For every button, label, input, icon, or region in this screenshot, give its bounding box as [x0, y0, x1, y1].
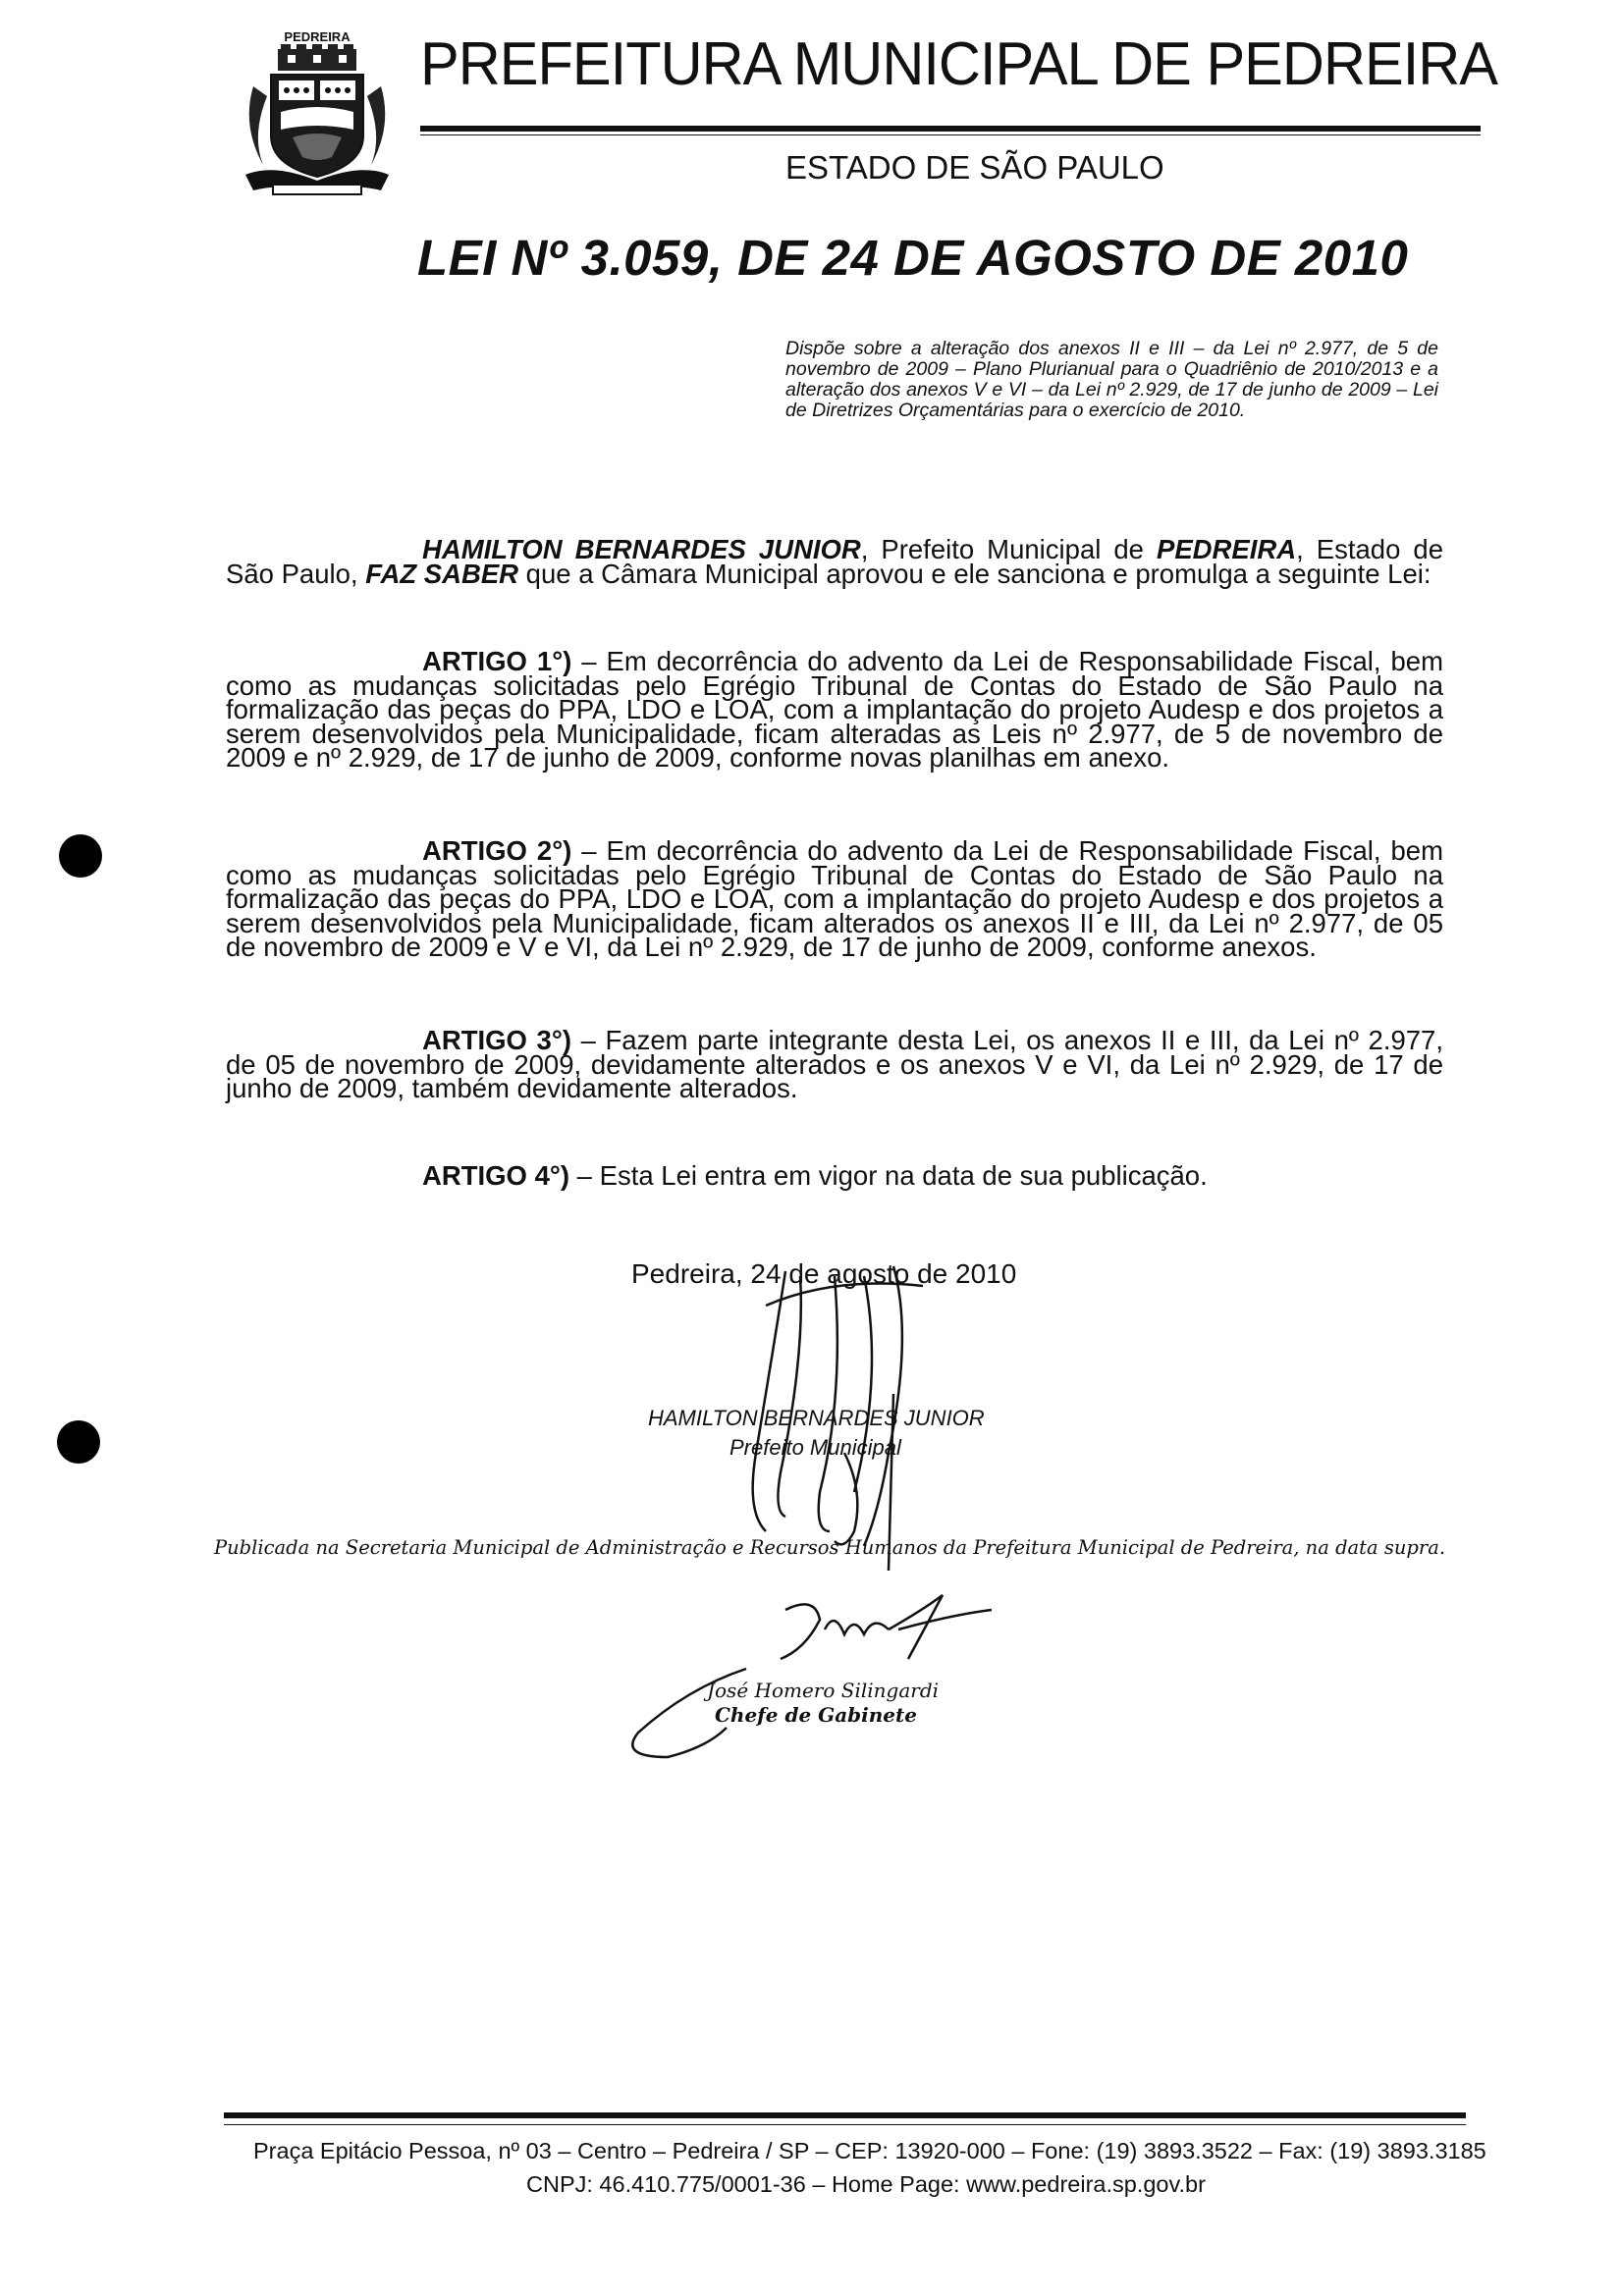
ementa: Dispõe sobre a alteração dos anexos II e III – da Lei nº 2.977, de 5 de novembro de 2009 – Plano Plurianual para o Quadriênio de 2010/2013 e a alteração dos anexos V e VI – da Lei nº 2.929, de 17 de junho de 2009 – Lei de Diretrizes Orçamentárias para o exercício de 2010.: [785, 338, 1438, 421]
publication-note: Publicada na Secretaria Municipal de Administração e Recursos Humanos da Prefeitura Municipal de Pedreira, na data supra.: [214, 1536, 1446, 1559]
date-line: Pedreira, 24 de agosto de 2010: [631, 1258, 1017, 1289]
punch-hole: [57, 1420, 100, 1464]
faz-saber: FAZ SABER: [365, 558, 519, 589]
article-4-text: – Esta Lei entra em vigor na data de sua publicação.: [569, 1160, 1208, 1191]
state-subtitle: ESTADO DE SÃO PAULO: [785, 149, 1164, 186]
header-rule-thin: [420, 134, 1481, 135]
header-rule-thick: [420, 126, 1481, 132]
chief-signature-scrawl: [632, 1595, 992, 1757]
article-2: [226, 835, 1443, 962]
article-4: [226, 1160, 1443, 1191]
mayor-name: HAMILTON BERNARDES JUNIOR: [422, 534, 861, 564]
article-3: [226, 1025, 1443, 1103]
chief-signature-role: Chefe de Gabinete: [715, 1703, 917, 1727]
article-4-label: ARTIGO 4°): [422, 1160, 570, 1191]
mayor-signature-name: HAMILTON BERNARDES JUNIOR: [648, 1406, 985, 1430]
footer-address: Praça Epitácio Pessoa, nº 03 – Centro – Pedreira / SP – CEP: 13920-000 – Fone: (19) 3893.3522 – Fax: (19) 3893.3185: [253, 2138, 1486, 2163]
preamble-text-3: que a Câmara Municipal aprovou e ele sanciona e promulga a seguinte Lei:: [518, 558, 1431, 589]
article-3-text: – Fazem parte integrante desta Lei, os anexos II e III, da Lei nº 2.977, de 05 de novembro de 2009, devidamente alterados e os anexos V e VI, da Lei nº 2.929, de 17 de junho de 2009, também devidamente alterados.: [226, 1025, 1443, 1103]
chief-signature-name: José Homero Silingardi: [707, 1679, 940, 1702]
mayor-signature-role: Prefeito Municipal: [729, 1435, 901, 1460]
preamble-text-2: , Estado de São Paulo,: [226, 534, 1443, 589]
page-title: PREFEITURA MUNICIPAL DE PEDREIRA: [420, 30, 1498, 98]
article-3-label: ARTIGO 3°): [422, 1025, 571, 1055]
article-2-label: ARTIGO 2°): [422, 835, 572, 866]
footer-rule-thin: [224, 2124, 1466, 2125]
punch-hole: [59, 834, 102, 878]
footer-cnpj-homepage: CNPJ: 46.410.775/0001-36 – Home Page: www.pedreira.sp.gov.br: [526, 2171, 1206, 2197]
law-title: LEI Nº 3.059, DE 24 DE AGOSTO DE 2010: [417, 230, 1409, 286]
coat-of-arms-icon: [234, 27, 401, 199]
footer-rule-thick: [224, 2112, 1466, 2118]
article-1-text: – Em decorrência do advento da Lei de Responsabilidade Fiscal, bem como as mudanças solicitadas pelo Egrégio Tribunal de Contas do Estado de São Paulo na formalização das peças do PPA, LDO e LOA, com a implantação do projeto Audesp e dos projetos a serem desenvolvidos pela Municipalidade, ficam alteradas as Leis nº 2.977, de 5 de novembro de 2009 e nº 2.929, de 17 de junho de 2009, conforme novas planilhas em anexo.: [226, 646, 1443, 773]
city-name: PEDREIRA: [1156, 534, 1297, 564]
preamble: [226, 534, 1443, 589]
municipal-crest: [234, 27, 401, 199]
article-2-text: – Em decorrência do advento da Lei de Responsabilidade Fiscal, bem como as mudanças solicitadas pelo Egrégio Tribunal de Contas do Estado de São Paulo na formalização das peças do PPA, LDO e LOA, com a implantação do projeto Audesp e dos projetos a serem desenvolvidos pela Municipalidade, ficam alterados os anexos II e III, da Lei nº 2.977, de 05 de novembro de 2009 e V e VI, da Lei nº 2.929, de 17 de junho de 2009, conforme anexos.: [226, 835, 1443, 962]
crest-label: PEDREIRA: [284, 29, 351, 44]
article-1: [226, 646, 1443, 773]
article-1-label: ARTIGO 1°): [422, 646, 572, 676]
preamble-text-1: , Prefeito Municipal de: [860, 534, 1157, 564]
